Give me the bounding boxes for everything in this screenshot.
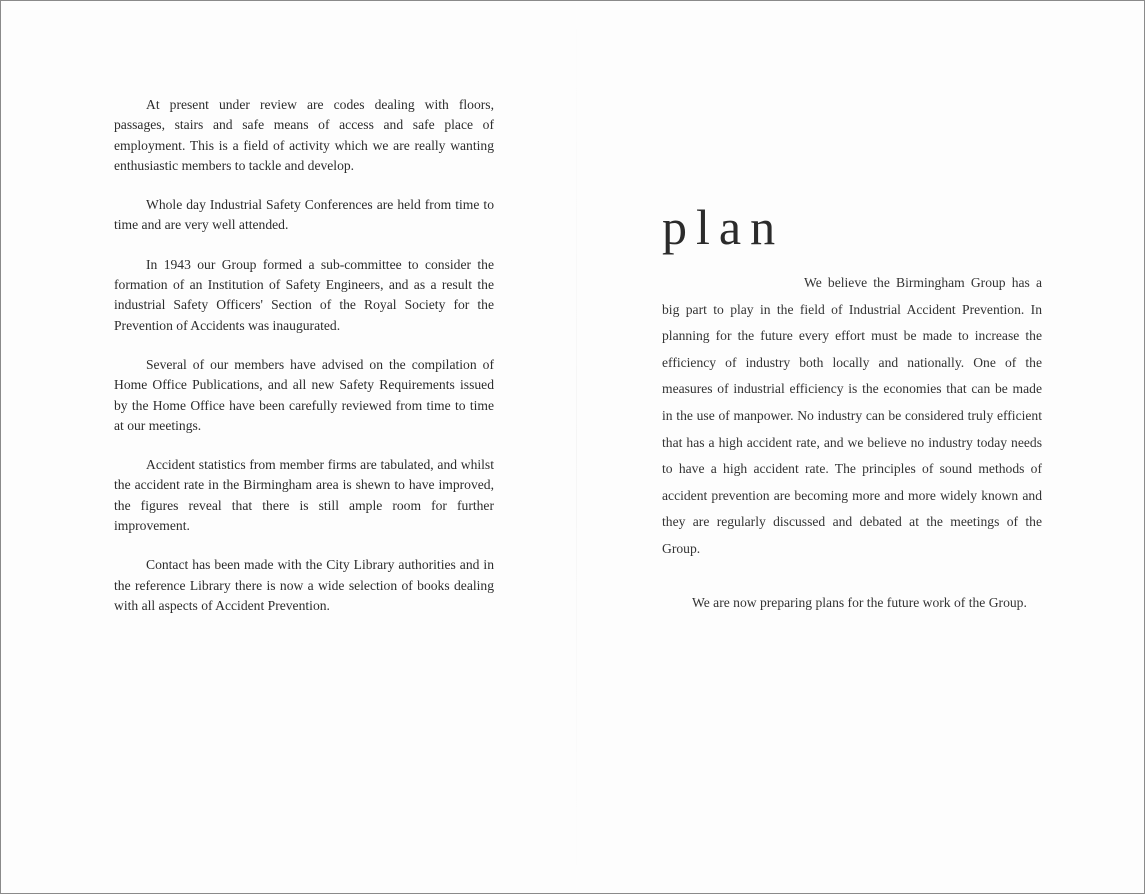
page-fold xyxy=(576,1,577,893)
left-paragraph-conferences: Whole day Industrial Safety Conferences are held from time to time and are very well attended. xyxy=(114,197,494,233)
left-paragraph-library: Contact has been made with the City Library authorities and in the reference Library there is now a wide selection of books dealing with all aspects of Accident Prevention. xyxy=(114,557,494,613)
left-paragraph-statistics: Accident statistics from member firms are tabulated, and whilst the accident rate in the Birmingham area is shewn to have improved, the figures reveal that there is still ample room for further improvement. xyxy=(114,457,494,534)
right-page xyxy=(662,197,1042,616)
left-paragraph-home-office: Several of our members have advised on the compilation of Home Office Publications, and all new Safety Requirements issued by the Home Office have been carefully reviewed from time to time at our meetings. xyxy=(114,356,494,433)
section-heading: plan xyxy=(662,199,785,255)
left-paragraph-review-codes: At present under review are codes dealing with floors, passages, stairs and safe means of access and safe place of employment. This is a field of activity which we are really wanting enthusiastic members to tackle and develop. xyxy=(114,97,494,173)
left-paragraph-subcommittee: In 1943 our Group formed a sub-committee to consider the formation of an Institution of Safety Engineers, and as a result the industrial Safety Officers' Section of the Royal Society for the Prevention of Accidents was inaugurated. xyxy=(114,256,494,333)
right-paragraph-group-role: We believe the Birmingham Group has a big part to play in the field of Industrial Accident Prevention. In planning for the future every effort must be made to increase the efficiency of industry both locally and nationally. One of the measures of industrial efficiency is the economies that can be made in the use of manpower. No industry can be considered truly efficient that has a high accident rate, and we believe no industry today needs to have a high accident rate. The principles of sound methods of accident prevention are becoming more and more widely known and they are regularly discussed and debated at the meetings of the Group. xyxy=(662,275,1042,556)
left-page xyxy=(114,95,494,635)
right-paragraph-future-plans: We are now preparing plans for the future work of the Group. xyxy=(692,594,1027,610)
